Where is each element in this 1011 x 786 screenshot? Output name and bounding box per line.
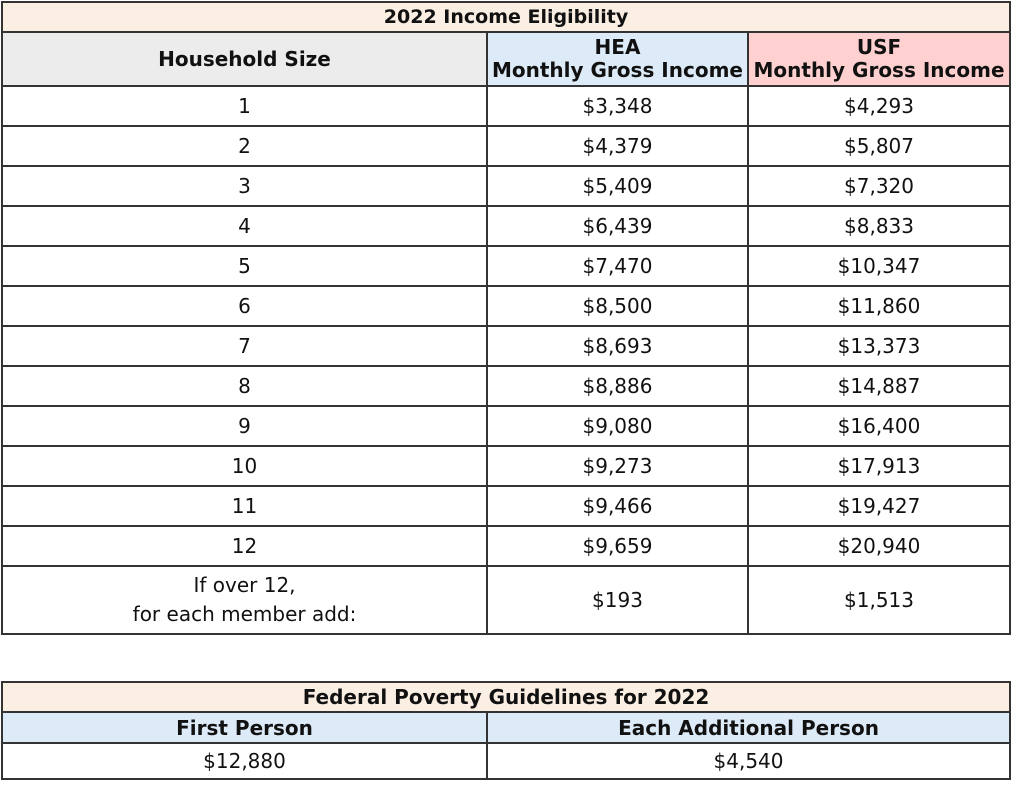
usf-income-cell: $20,940 — [748, 526, 1010, 566]
household-size-cell: 6 — [2, 286, 487, 326]
additional-member-label-line1: If over 12, — [193, 573, 296, 597]
hea-income-cell: $9,466 — [487, 486, 748, 526]
household-size-cell: 7 — [2, 326, 487, 366]
household-size-cell: 9 — [2, 406, 487, 446]
poverty-table-row — [2, 743, 1010, 779]
poverty-table-title: Federal Poverty Guidelines for 2022 — [2, 682, 1010, 712]
hea-income-cell: $3,348 — [487, 86, 748, 126]
table-row — [2, 406, 1010, 446]
usf-income-cell: $17,913 — [748, 446, 1010, 486]
usf-header-line2: Monthly Gross Income — [753, 58, 1005, 82]
table-row — [2, 486, 1010, 526]
first-person-header: First Person — [2, 712, 487, 743]
hea-income-cell: $9,080 — [487, 406, 748, 446]
usf-income-cell: $7,320 — [748, 166, 1010, 206]
household-size-header: Household Size — [2, 32, 487, 86]
federal-poverty-guidelines-table — [1, 681, 1011, 780]
household-size-cell: 4 — [2, 206, 487, 246]
hea-income-cell: $6,439 — [487, 206, 748, 246]
hea-income-cell: $8,886 — [487, 366, 748, 406]
hea-additional-cell: $193 — [487, 566, 748, 634]
usf-additional-cell: $1,513 — [748, 566, 1010, 634]
hea-income-cell: $4,379 — [487, 126, 748, 166]
income-table-header-row — [2, 32, 1010, 86]
usf-income-cell: $5,807 — [748, 126, 1010, 166]
table-row — [2, 326, 1010, 366]
hea-header — [487, 32, 748, 86]
table-row — [2, 86, 1010, 126]
table-row — [2, 446, 1010, 486]
table-row — [2, 246, 1010, 286]
household-size-cell: 12 — [2, 526, 487, 566]
table-row — [2, 166, 1010, 206]
income-table-title-row — [2, 2, 1010, 32]
household-size-cell: 2 — [2, 126, 487, 166]
additional-member-label — [2, 566, 487, 634]
usf-income-cell: $14,887 — [748, 366, 1010, 406]
usf-income-cell: $16,400 — [748, 406, 1010, 446]
hea-income-cell: $9,273 — [487, 446, 748, 486]
usf-income-cell: $19,427 — [748, 486, 1010, 526]
hea-header-line2: Monthly Gross Income — [491, 58, 743, 82]
household-size-cell: 3 — [2, 166, 487, 206]
usf-income-cell: $11,860 — [748, 286, 1010, 326]
hea-income-cell: $8,500 — [487, 286, 748, 326]
usf-income-cell: $4,293 — [748, 86, 1010, 126]
household-size-cell: 8 — [2, 366, 487, 406]
household-size-cell: 5 — [2, 246, 487, 286]
first-person-value: $12,880 — [2, 743, 487, 779]
table-row — [2, 526, 1010, 566]
each-additional-person-value: $4,540 — [487, 743, 1010, 779]
table-row — [2, 366, 1010, 406]
income-eligibility-table — [1, 1, 1011, 635]
table-row — [2, 286, 1010, 326]
additional-member-row — [2, 566, 1010, 634]
hea-income-cell: $5,409 — [487, 166, 748, 206]
hea-income-cell: $7,470 — [487, 246, 748, 286]
household-size-cell: 10 — [2, 446, 487, 486]
usf-income-cell: $13,373 — [748, 326, 1010, 366]
usf-header — [748, 32, 1010, 86]
hea-income-cell: $9,659 — [487, 526, 748, 566]
table-row — [2, 206, 1010, 246]
additional-member-label-line2: for each member add: — [132, 602, 357, 626]
hea-income-cell: $8,693 — [487, 326, 748, 366]
usf-income-cell: $10,347 — [748, 246, 1010, 286]
household-size-cell: 1 — [2, 86, 487, 126]
usf-income-cell: $8,833 — [748, 206, 1010, 246]
table-row — [2, 126, 1010, 166]
hea-header-line1: HEA — [594, 35, 641, 59]
poverty-table-title-row — [2, 682, 1010, 712]
each-additional-person-header: Each Additional Person — [487, 712, 1010, 743]
usf-header-line1: USF — [856, 35, 902, 59]
income-table-title: 2022 Income Eligibility — [2, 2, 1010, 32]
household-size-cell: 11 — [2, 486, 487, 526]
poverty-table-header-row — [2, 712, 1010, 743]
